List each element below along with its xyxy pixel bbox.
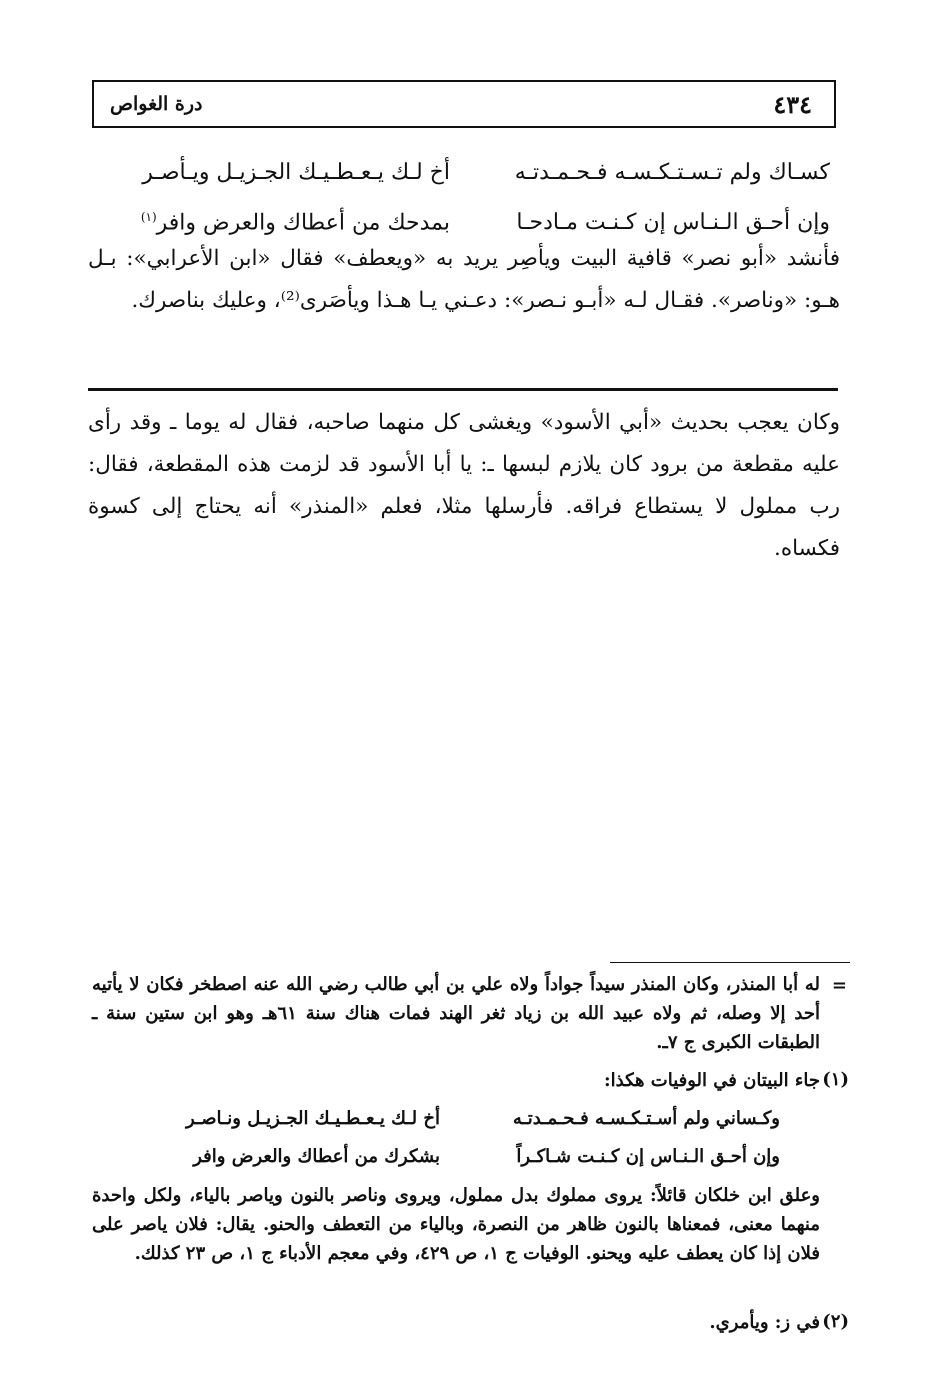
- footnote-verse-first: وكـساني ولم أسـتـكـسـه فـحـمـدتـه: [512, 1108, 780, 1129]
- verse-second-hemistich: [141, 210, 450, 235]
- footnote-divider: [610, 962, 850, 963]
- footnote-verse-second: بشكرك من أعطاك والعرض وافر: [193, 1146, 440, 1167]
- footnote-continuation: له أبا المنذر، وكان المنذر سيداً جواداً ولاه علي بن أبي طالب رضي الله عنه اصطخر فكان لا يأتيه أحد إلا وصله، ثم ولاه عبيد الله بن زياد ثغر الهند فمات هناك سنة ٦١هـ وهو ابن ستين سنة ـ الطبقات الكبرى ج ٧ـ.: [92, 974, 820, 1053]
- verse-line: [110, 160, 830, 200]
- page-header: [92, 80, 836, 128]
- paragraph-verse-discussion: فأنشد «أبو نصر» قافية البيت ويأصِر يريد به «ويعطف» فقال «ابن الأعرابي»: بـل هـو: «وناصر». فقـال لـه «أبـو نـصر»: دعـني يـا هـذا ويأصَرى⁽²⁾، وعليك بناصرك.: [88, 246, 840, 313]
- verse-first-hemistich: وإن أحـق الـنـاس إن كـنـت مـادحـا: [516, 210, 830, 235]
- footnote-verse-line: [160, 1108, 780, 1138]
- footnote-2-text: في ز: ويأمري.: [709, 1312, 820, 1333]
- verse-second-text: بمدحك من أعطاك والعرض وافر: [156, 210, 450, 236]
- footnote-1-intro: جاء البيتان في الوفيات هكذا:: [603, 1070, 820, 1091]
- running-title: درة الغواص: [110, 93, 203, 115]
- footnote-1-marker: (١): [822, 1069, 849, 1090]
- footnote-continuation-marker: =: [831, 975, 847, 996]
- page-number: ٤٣٤: [773, 90, 812, 119]
- verse-first-hemistich: كسـاك ولم تـسـتـكـسـه فـحـمـدتـه: [514, 160, 830, 185]
- footnote-ref: (١): [140, 210, 157, 224]
- section-divider: [88, 388, 838, 391]
- footnote-verse-second: أخ لـك يـعـطـيـك الجـزيـل ونـاصـر: [186, 1108, 440, 1129]
- footnote-2-marker: (٢): [822, 1311, 849, 1332]
- footnote-1-commentary: وعلق ابن خلكان قائلاً: يروى مملوك بدل مملول، ويروى وناصر بالنون وياصر بالياء، ولكل واحدة منهما معنى، فمعناها بالنون ظاهر من النصرة، وبالياء من التعطف والحنو. يقال: فلان ياصر على فلان إذا كان يعطف عليه ويحنو. الوفيات ج ١، ص ٤٢٩، وفي معجم الأدباء ج ١، ص ٢٣ كذلك.: [92, 1185, 820, 1264]
- verse-second-hemistich: أخ لـك يـعـطـيـك الجـزيـل ويـأصـر: [142, 160, 450, 185]
- footnote-verse-line: [160, 1146, 780, 1176]
- paragraph-abu-al-aswad: وكان يعجب بحديث «أبي الأسود» ويغشى كل منهما صاحبه، فقال له يوما ـ وقد رأى عليه مقطعة من برود كان يلازم لبسها ـ: يا أبا الأسود قد لزمت هذه المقطعة، فقال: رب مملول لا يستطاع فراقه. فأرسلها مثلا، فعلم «المنذر» أنه يحتاج إلى كسوة فكساه.: [88, 410, 840, 561]
- footnote-verse-first: وإن أحـق الـنـاس إن كـنـت شـاكـراً: [516, 1146, 780, 1167]
